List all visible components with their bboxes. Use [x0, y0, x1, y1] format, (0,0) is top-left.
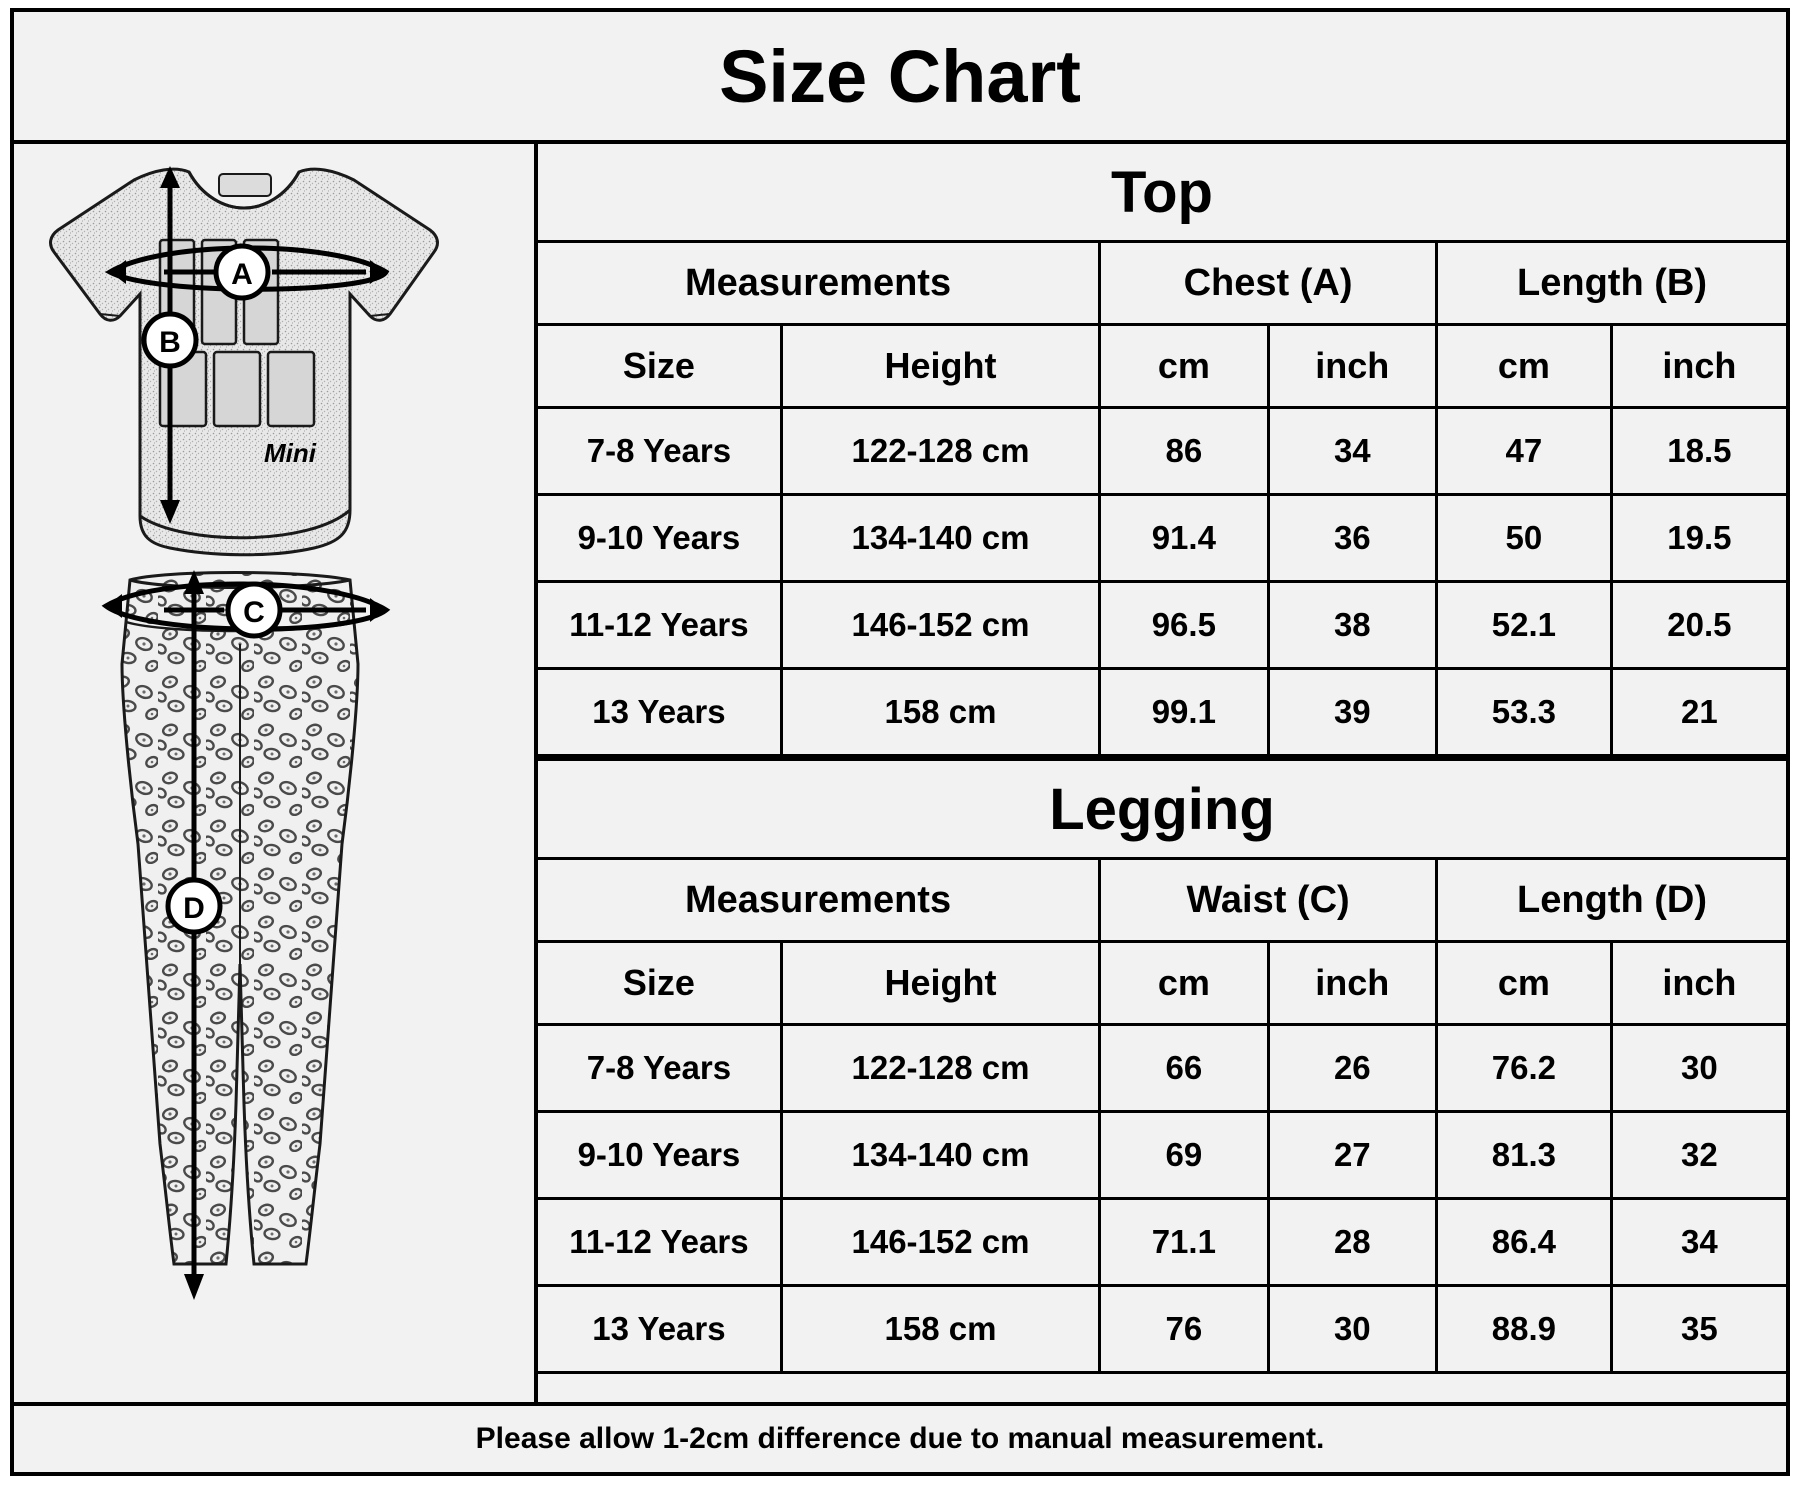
top-row-length-cm: 53.3: [1437, 669, 1612, 756]
top-subheader-length-inch: inch: [1611, 325, 1786, 408]
top-subheader-size: Size: [538, 325, 781, 408]
table-row: [538, 495, 1786, 582]
top-row-height: 134-140 cm: [781, 495, 1099, 582]
top-row-length-inch: 19.5: [1611, 495, 1786, 582]
legging-row-length-cm: 86.4: [1437, 1199, 1612, 1286]
legging-row-waist-cm: 69: [1100, 1112, 1268, 1199]
top-row-chest-cm: 96.5: [1100, 582, 1268, 669]
legging-row-height: 134-140 cm: [781, 1112, 1099, 1199]
top-header-length: Length (B): [1437, 243, 1786, 325]
top-section: [538, 144, 1786, 761]
top-graphic-text: Mini: [264, 438, 316, 468]
legging-row-size: 11-12 Years: [538, 1199, 781, 1286]
chart-body: [14, 144, 1786, 1402]
legging-row-length-inch: 34: [1611, 1199, 1786, 1286]
top-subheader-chest-inch: inch: [1268, 325, 1436, 408]
table-subheader-row: [538, 325, 1786, 408]
measurement-tables: [538, 144, 1786, 1402]
legging-subheader-waist-cm: cm: [1100, 942, 1268, 1025]
top-row-height: 122-128 cm: [781, 408, 1099, 495]
legging-row-length-inch: 35: [1611, 1286, 1786, 1373]
top-header-chest: Chest (A): [1100, 243, 1437, 325]
legging-row-size: 7-8 Years: [538, 1025, 781, 1112]
top-row-chest-inch: 34: [1268, 408, 1436, 495]
top-garment-drawing: [51, 169, 438, 555]
legging-row-length-cm: 81.3: [1437, 1112, 1612, 1199]
legging-subheader-length-cm: cm: [1437, 942, 1612, 1025]
legging-row-waist-cm: 71.1: [1100, 1199, 1268, 1286]
legging-row-height: 158 cm: [781, 1286, 1099, 1373]
top-row-length-cm: 50: [1437, 495, 1612, 582]
garment-illustration: [14, 144, 538, 1402]
table-subheader-row: [538, 942, 1786, 1025]
top-subheader-height: Height: [781, 325, 1099, 408]
garment-illustration-svg: [14, 144, 530, 1324]
marker-a-label: A: [231, 258, 253, 291]
legging-row-waist-inch: 28: [1268, 1199, 1436, 1286]
size-chart-frame: [10, 8, 1790, 1476]
top-row-size: 13 Years: [538, 669, 781, 756]
legging-row-waist-inch: 30: [1268, 1286, 1436, 1373]
legging-row-size: 13 Years: [538, 1286, 781, 1373]
top-row-length-inch: 18.5: [1611, 408, 1786, 495]
table-row: [538, 1025, 1786, 1112]
top-row-length-cm: 47: [1437, 408, 1612, 495]
page-title-text: Size Chart: [719, 34, 1081, 118]
legging-subheader-waist-inch: inch: [1268, 942, 1436, 1025]
legging-row-waist-cm: 76: [1100, 1286, 1268, 1373]
top-row-size: 9-10 Years: [538, 495, 781, 582]
legging-section-title: Legging: [1049, 776, 1275, 842]
top-row-chest-cm: 99.1: [1100, 669, 1268, 756]
top-row-chest-inch: 36: [1268, 495, 1436, 582]
top-row-height: 158 cm: [781, 669, 1099, 756]
top-row-chest-inch: 39: [1268, 669, 1436, 756]
legging-subheader-size: Size: [538, 942, 781, 1025]
table-header-group-row: [538, 860, 1786, 942]
legging-header-length: Length (D): [1437, 860, 1786, 942]
table-row: [538, 1199, 1786, 1286]
legging-row-height: 122-128 cm: [781, 1025, 1099, 1112]
table-row: [538, 669, 1786, 756]
legging-garment-drawing: [122, 573, 358, 1265]
legging-row-length-cm: 76.2: [1437, 1025, 1612, 1112]
page-title: [14, 12, 1786, 144]
legging-header-measurements: Measurements: [538, 860, 1100, 942]
legging-subheader-length-inch: inch: [1611, 942, 1786, 1025]
marker-b-label: B: [159, 326, 181, 359]
top-row-chest-cm: 91.4: [1100, 495, 1268, 582]
table-row: [538, 1286, 1786, 1373]
top-section-heading: [538, 144, 1786, 243]
legging-row-height: 146-152 cm: [781, 1199, 1099, 1286]
top-row-length-inch: 20.5: [1611, 582, 1786, 669]
top-row-chest-cm: 86: [1100, 408, 1268, 495]
legging-row-length-inch: 30: [1611, 1025, 1786, 1112]
legging-row-length-inch: 32: [1611, 1112, 1786, 1199]
legging-row-waist-inch: 26: [1268, 1025, 1436, 1112]
top-row-length-cm: 52.1: [1437, 582, 1612, 669]
top-row-length-inch: 21: [1611, 669, 1786, 756]
marker-c-label: C: [243, 596, 265, 629]
top-size-table: [538, 243, 1786, 757]
table-row: [538, 582, 1786, 669]
top-row-size: 7-8 Years: [538, 408, 781, 495]
marker-d-label: D: [183, 892, 205, 925]
footer-note: [14, 1402, 1786, 1472]
legging-header-waist: Waist (C): [1100, 860, 1437, 942]
legging-section: [538, 761, 1786, 1374]
legging-subheader-height: Height: [781, 942, 1099, 1025]
top-header-measurements: Measurements: [538, 243, 1100, 325]
top-row-chest-inch: 38: [1268, 582, 1436, 669]
legging-section-heading: [538, 761, 1786, 860]
legging-row-waist-cm: 66: [1100, 1025, 1268, 1112]
table-row: [538, 1112, 1786, 1199]
top-subheader-chest-cm: cm: [1100, 325, 1268, 408]
footer-note-text: Please allow 1-2cm difference due to manual measurement.: [475, 1422, 1325, 1455]
top-row-size: 11-12 Years: [538, 582, 781, 669]
legging-row-length-cm: 88.9: [1437, 1286, 1612, 1373]
top-row-height: 146-152 cm: [781, 582, 1099, 669]
legging-size-table: [538, 860, 1786, 1374]
legging-row-waist-inch: 27: [1268, 1112, 1436, 1199]
top-subheader-length-cm: cm: [1437, 325, 1612, 408]
top-section-title: Top: [1111, 159, 1213, 225]
table-header-group-row: [538, 243, 1786, 325]
legging-row-size: 9-10 Years: [538, 1112, 781, 1199]
table-row: [538, 408, 1786, 495]
